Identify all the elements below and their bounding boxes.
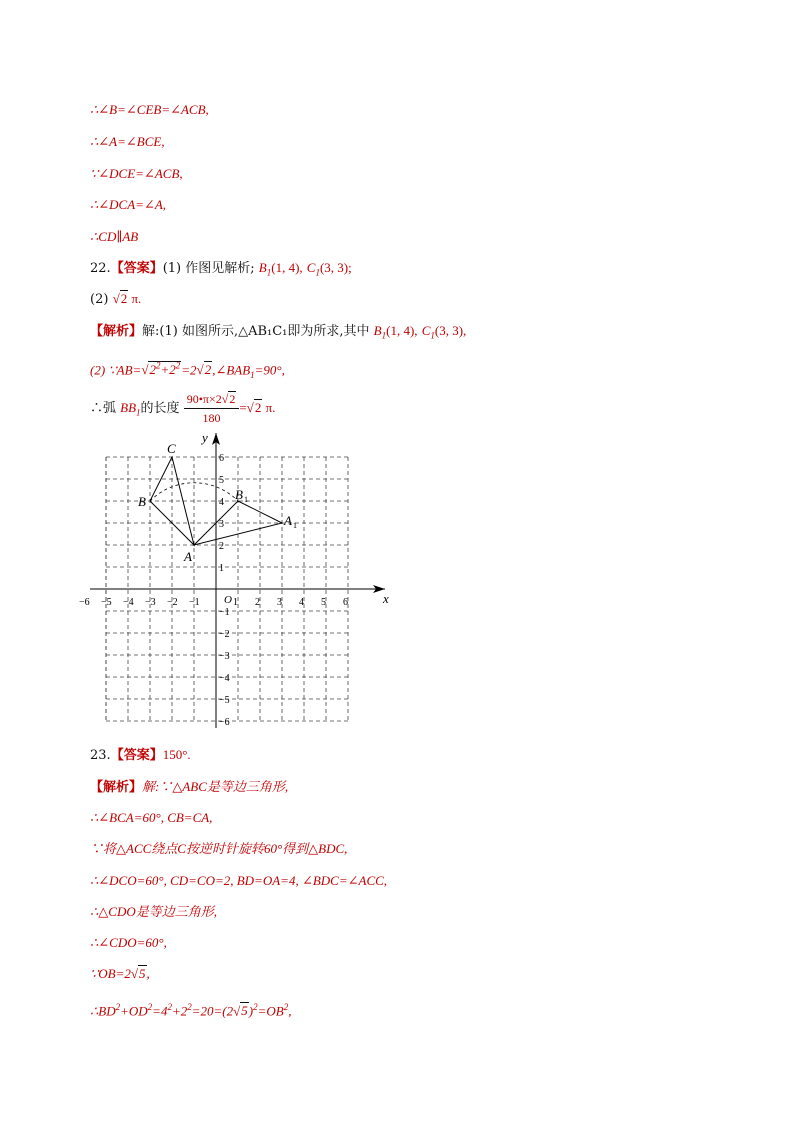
q22-b1-coord: (1, 4), [271, 260, 303, 275]
point-c-label: C [167, 441, 176, 456]
q23-answer-line [90, 746, 191, 765]
y-axis-label: y [202, 430, 208, 445]
origin-label: O [224, 594, 232, 606]
step-line-1: ∴∠B=∠CEB=∠ACB, [90, 102, 209, 117]
q23-analysis-5: ∴△CDO是等边三角形, [90, 904, 217, 919]
y-tick-label: 3 [219, 519, 224, 530]
y-tick-label: 2 [219, 541, 224, 552]
point-b-label: B [138, 494, 146, 509]
q22-analysis-c1: $C_1$ [421, 323, 435, 341]
y-tick-label: 5 [219, 475, 224, 486]
step-line-4: ∴∠DCA=∠A, [90, 197, 167, 212]
q22-step2-tail2: =90°, [254, 362, 285, 378]
q23-analysis-2: ∴∠BCA=60°, CB=CA, [90, 810, 213, 825]
point-c1-label-sub: 1 [293, 521, 297, 530]
q22-arc-bb: $BB_1$ [120, 400, 141, 418]
q22-answer-part2 [90, 290, 141, 309]
x-tick-label: −4 [123, 597, 134, 608]
x-tick-label: −1 [189, 597, 200, 608]
q22-number: 22. [90, 261, 111, 276]
x-tick-label: −6 [79, 597, 90, 608]
q22-analysis-b1: $B_1$ [373, 323, 387, 341]
x-tick-label: −2 [167, 597, 178, 608]
step-line-5: ∴CD∥AB [90, 229, 139, 244]
q22-arc-prefix: ∴弧 [90, 401, 117, 416]
q23-analysis-6: ∴∠CDO=60°, [90, 935, 167, 950]
q22-analysis-text: 解:(1) 如图所示,△AB₁C₁即为所求,其中 [142, 324, 370, 339]
q22-analysis-c1-coord: (3, 3), [434, 323, 467, 338]
q22-analysis-tag: 【解析】 [90, 324, 143, 339]
y-tick-label: −2 [219, 629, 230, 640]
q22-c1-label: $C_1$ [306, 260, 320, 278]
q23-answer: 150°. [162, 747, 191, 762]
step-line-2: ∴∠A=∠BCE, [90, 134, 165, 149]
q22-answer-part1: (1) 作图见解析; [162, 261, 255, 276]
point-a-label: A [184, 549, 192, 564]
q22-answer-tag: 【答案】 [110, 261, 163, 276]
y-tick-label: −6 [219, 717, 230, 728]
x-tick-label: 4 [299, 597, 304, 608]
q23-number: 23. [90, 748, 111, 763]
q22-analysis-b1-coord: (1, 4), [386, 323, 418, 338]
q22-step2-eq: =2 [181, 362, 197, 378]
q22-arc-result: √2 π. [246, 400, 276, 415]
y-tick-label: −4 [219, 673, 230, 684]
x-tick-label: −5 [101, 597, 112, 608]
q22-c1-coord: (3, 3); [319, 260, 352, 275]
coordinate-graph-svg [79, 428, 405, 733]
q22-part2-value: √2 π. [112, 291, 142, 306]
q22-arc-mid: 的长度 [140, 401, 180, 416]
y-tick-label: −3 [219, 651, 230, 662]
y-tick-label: −5 [219, 695, 230, 706]
point-c1-label: A [284, 513, 292, 528]
y-tick-label: 4 [219, 497, 224, 508]
x-tick-label: 5 [321, 597, 326, 608]
q23-answer-tag: 【答案】 [110, 748, 163, 763]
q22-answer-line [90, 259, 352, 282]
q23-analysis-7: ∵OB=2√5, [90, 966, 150, 981]
q23-analysis-1: 解:∵△ABC是等边三角形, [142, 779, 289, 794]
q22-arc-line [90, 390, 275, 427]
q23-analysis-8: $\therefore BD^2+OD^2=4^2+2^2=20=(2√5)^2=OB^2$, [90, 1002, 292, 1019]
y-tick-label: 1 [219, 563, 224, 574]
q22-step2-sqrt2: √2 [196, 362, 212, 378]
q23-analysis-4: ∴∠DCO=60°, CD=CO=2, BD=OA=4, ∠BDC=∠ACC, [90, 873, 388, 888]
x-tick-label: 1 [233, 597, 238, 608]
q22-step2-tail: ,∠BAB [212, 362, 251, 378]
q23-analysis-tag: 【解析】 [90, 780, 143, 795]
x-tick-label: 6 [343, 597, 348, 608]
x-tick-label: −3 [145, 597, 156, 608]
x-tick-label: 2 [255, 597, 260, 608]
coordinate-graph [79, 428, 405, 737]
point-b1-label: B [235, 487, 243, 502]
q22-part2-prefix: (2) [90, 292, 109, 307]
q23-analysis-line [90, 778, 288, 797]
q22-step2-sqrt: $√2^2+2^2$ [141, 361, 181, 378]
x-tick-label: 3 [277, 597, 282, 608]
q22-analysis-line [90, 322, 466, 345]
y-tick-label: −1 [219, 607, 230, 618]
q22-step2-prefix: (2) ∵AB= [90, 362, 142, 378]
q22-b1-label: $B_1$ [258, 260, 272, 278]
y-tick-label: 6 [219, 453, 224, 464]
q23-analysis-3: ∵将△ACC绕点C按逆时针旋转60°得到△BDC, [90, 841, 348, 856]
point-b1-label-sub: 1 [244, 495, 248, 504]
x-axis-label: x [383, 591, 389, 606]
q22-step2: (2) $\because AB=√2^2+2^2=2√2,\angle BAB_1=90^\circ$, [90, 361, 285, 380]
step-line-3: ∵∠DCE=∠ACB, [90, 166, 183, 181]
q22-arc-eq: = [239, 400, 247, 415]
q22-arc-fraction: $\frac{90•\pi\times 2√2}{180}$ [184, 390, 240, 427]
